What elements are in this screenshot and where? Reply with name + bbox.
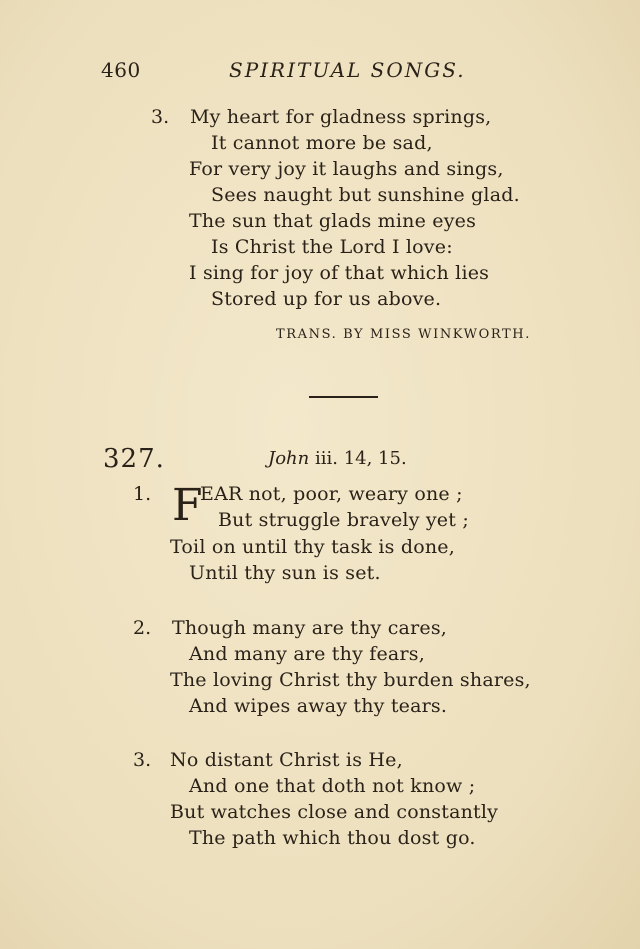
verse-number: 1. — [133, 483, 152, 505]
verse-line: Stored up for us above. — [211, 288, 442, 310]
verse-line: The sun that glads mine eyes — [189, 210, 477, 232]
page-number: 460 — [101, 58, 141, 82]
scripture-chapter-verse: iii. 14, 15. — [314, 448, 407, 469]
verse-line: And one that doth not know ; — [189, 775, 476, 797]
verse-line: But watches close and constantly — [170, 801, 499, 823]
verse-line: Though many are thy cares, — [172, 617, 448, 639]
verse-number: 2. — [133, 617, 152, 639]
verse-line: Is Christ the Lord I love: — [211, 236, 453, 258]
running-title: SPIRITUAL SONGS. — [229, 58, 466, 82]
scripture-reference — [268, 448, 407, 469]
verse-line: Toil on until thy task is done, — [170, 536, 455, 558]
verse-line: And many are thy fears, — [189, 643, 425, 665]
verse-line: The path which thou dost go. — [189, 827, 476, 849]
verse-line: And wipes away thy tears. — [189, 695, 448, 717]
scripture-book: John — [268, 448, 310, 469]
section-divider — [309, 396, 378, 398]
verse-line: The loving Christ thy burden shares, — [170, 669, 531, 691]
hymn-number: 327. — [103, 444, 165, 474]
verse-number: 3. — [133, 749, 152, 771]
verse-line: Sees naught but sunshine glad. — [211, 184, 520, 206]
verse-line: For very joy it laughs and sings, — [189, 158, 504, 180]
verse-line: Until thy sun is set. — [189, 562, 381, 584]
verse-line: No distant Christ is He, — [170, 749, 403, 771]
verse-line: But struggle bravely yet ; — [218, 509, 469, 531]
verse-line: I sing for joy of that which lies — [189, 262, 490, 284]
verse-number: 3. — [151, 106, 170, 128]
verse-line: EAR not, poor, weary one ; — [200, 483, 463, 505]
verse-line: My heart for gladness springs, — [190, 106, 492, 128]
translator-attribution: TRANS. BY MISS WINKWORTH. — [276, 327, 531, 342]
drop-cap: F — [172, 480, 203, 531]
verse-line: It cannot more be sad, — [211, 132, 433, 154]
